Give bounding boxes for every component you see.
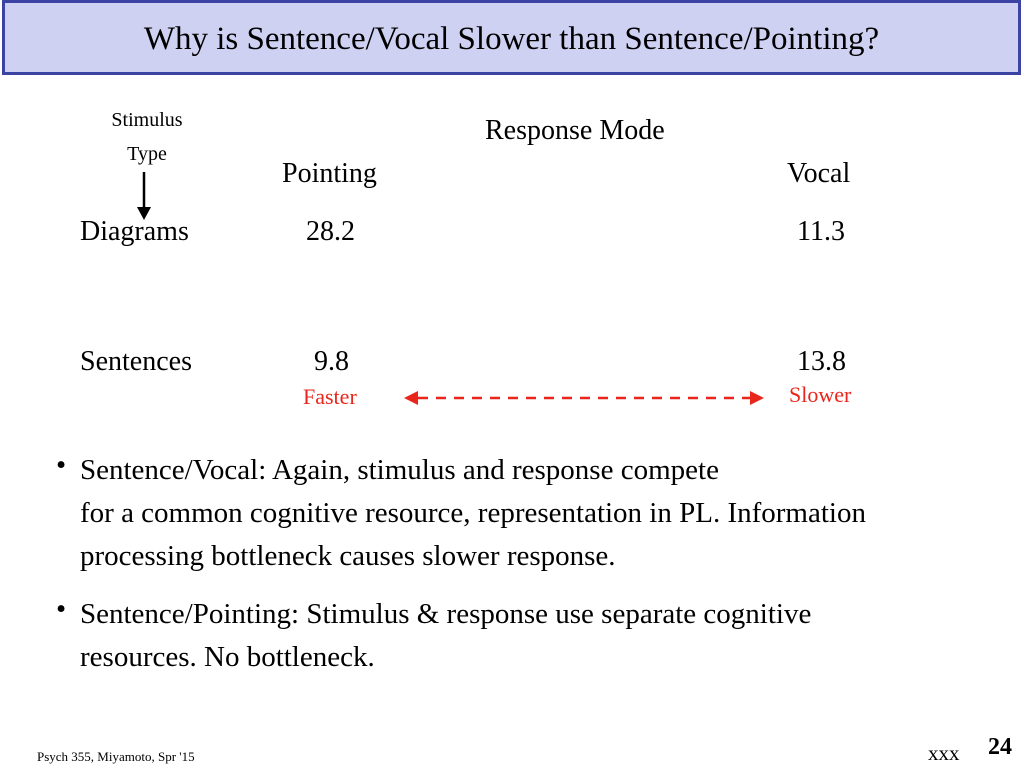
title-bar [2, 0, 1021, 75]
bullet-2-line-1: Sentence/Pointing: Stimulus & response use separate cognitive [80, 598, 812, 630]
page-number: 24 [988, 734, 1012, 760]
bullet-dot-1: • [56, 449, 67, 481]
bullet-dot-2: • [56, 593, 67, 625]
column-header-pointing: Pointing [282, 158, 377, 189]
stimulus-label-line2: Type [127, 143, 167, 165]
column-header-vocal: Vocal [787, 158, 851, 189]
stimulus-label-line1: Stimulus [111, 109, 183, 131]
stimulus-type-label [95, 103, 199, 171]
down-arrow-icon [134, 172, 154, 222]
cell-sentences-vocal: 13.8 [797, 346, 846, 377]
double-arrow-icon [402, 388, 767, 408]
bullet-1-line-3: processing bottleneck causes slower response. [80, 540, 616, 572]
bullet-1-line-2: for a common cognitive resource, representation in PL. Information [80, 497, 866, 529]
slower-label: Slower [789, 382, 852, 407]
faster-label: Faster [303, 384, 357, 409]
bullet-sentence-vocal [80, 449, 866, 578]
bullet-2-line-2: resources. No bottleneck. [80, 641, 375, 673]
bullet-1-line-1: Sentence/Vocal: Again, stimulus and response compete [80, 454, 719, 486]
cell-sentences-pointing: 9.8 [314, 346, 349, 377]
response-mode-label: Response Mode [485, 115, 665, 146]
footer-marker: xxx [928, 741, 960, 765]
cell-diagrams-vocal: 11.3 [797, 216, 845, 247]
slide-title: Why is Sentence/Vocal Slower than Sentence/Pointing? [143, 21, 880, 57]
row-label-sentences: Sentences [80, 346, 192, 377]
row-label-diagrams: Diagrams [80, 216, 189, 247]
bullet-sentence-pointing [80, 593, 811, 679]
cell-diagrams-pointing: 28.2 [306, 216, 355, 247]
footer-course: Psych 355, Miyamoto, Spr '15 [37, 749, 195, 764]
